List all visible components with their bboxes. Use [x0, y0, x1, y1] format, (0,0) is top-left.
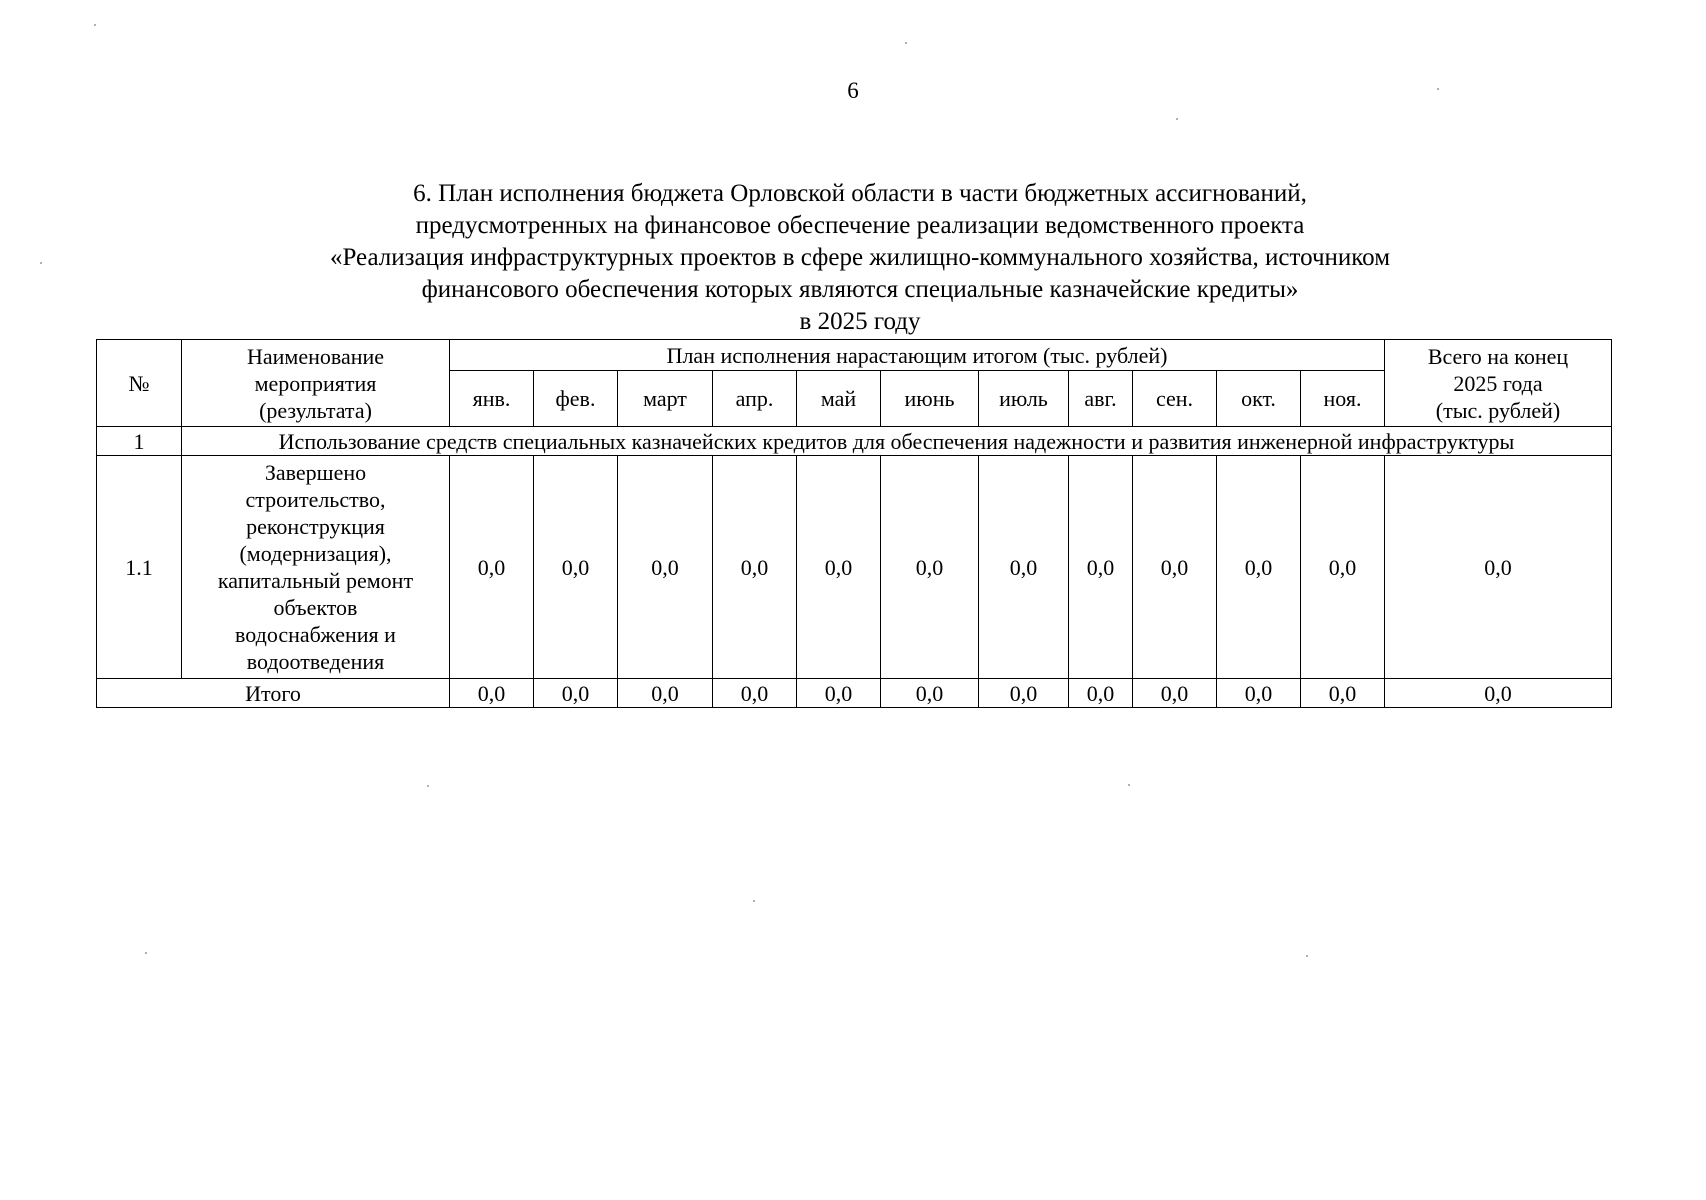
row-name-line: объектов — [273, 595, 358, 620]
month-header: янв. — [450, 371, 534, 427]
header-total-line: (тыс. рублей) — [1435, 397, 1561, 423]
month-header: авг. — [1069, 371, 1133, 427]
document-title — [140, 178, 1580, 338]
row-value: 0,0 — [713, 456, 797, 679]
row-value: 0,0 — [1301, 456, 1385, 679]
row-value: 0,0 — [1133, 456, 1217, 679]
header-name-line: мероприятия — [254, 370, 377, 396]
month-header: март — [618, 371, 713, 427]
title-line: 6. План исполнения бюджета Орловской области в части бюджетных ассигнований, — [413, 180, 1307, 207]
row-name-line: Завершено — [264, 460, 367, 485]
scan-speck — [427, 785, 429, 787]
scan-speck — [1128, 784, 1130, 786]
total-value: 0,0 — [881, 679, 979, 708]
month-header: ноя. — [1301, 371, 1385, 427]
total-value: 0,0 — [1069, 679, 1133, 708]
month-header: апр. — [713, 371, 797, 427]
section-num: 1 — [97, 427, 182, 456]
row-value: 0,0 — [618, 456, 713, 679]
month-header: май — [797, 371, 881, 427]
title-line: в 2025 году — [799, 308, 921, 335]
total-value: 0,0 — [1133, 679, 1217, 708]
row-value: 0,0 — [1217, 456, 1301, 679]
header-plan: План исполнения нарастающим итогом (тыс. рублей) — [450, 340, 1385, 371]
title-line: предусмотренных на финансовое обеспечение реализации ведомственного проекта — [415, 212, 1305, 239]
month-header: фев. — [534, 371, 618, 427]
total-grand: 0,0 — [1385, 679, 1612, 708]
total-value: 0,0 — [979, 679, 1069, 708]
total-label: Итого — [97, 679, 450, 708]
row-total: 0,0 — [1385, 456, 1612, 679]
scan-speck — [1437, 88, 1439, 90]
header-total-line: Всего на конец — [1427, 343, 1569, 369]
month-header: июль — [979, 371, 1069, 427]
month-header: окт. — [1217, 371, 1301, 427]
row-value: 0,0 — [979, 456, 1069, 679]
section-text: Использование средств специальных казначейских кредитов для обеспечения надежности и развития инженерной инфраструктуры — [182, 427, 1612, 456]
month-header: сен. — [1133, 371, 1217, 427]
row-name-line: реконструкция — [246, 514, 385, 539]
page-number: 6 — [847, 78, 859, 103]
header-name — [182, 340, 450, 427]
scan-speck — [1306, 955, 1308, 957]
row-name — [182, 456, 450, 679]
total-value: 0,0 — [1301, 679, 1385, 708]
row-num: 1.1 — [97, 456, 182, 679]
title-line: «Реализация инфраструктурных проектов в сфере жилищно-коммунального хозяйства, источником — [329, 244, 1391, 271]
total-value: 0,0 — [1217, 679, 1301, 708]
row-value: 0,0 — [450, 456, 534, 679]
row-name-line: капитальный ремонт — [217, 568, 414, 593]
row-value: 0,0 — [881, 456, 979, 679]
total-value: 0,0 — [797, 679, 881, 708]
header-row — [97, 340, 1612, 371]
total-value: 0,0 — [618, 679, 713, 708]
month-header: июнь — [881, 371, 979, 427]
title-line: финансового обеспечения которых являются специальные казначейские кредиты» — [421, 276, 1299, 303]
scan-speck — [1176, 118, 1178, 120]
row-name-line: водоотведения — [246, 649, 385, 674]
row-name-line: водоснабжения и — [235, 622, 396, 647]
scan-speck — [94, 24, 96, 26]
total-row — [97, 679, 1612, 708]
scan-speck — [905, 42, 907, 44]
row-name-line: (модернизация), — [239, 541, 392, 566]
header-total-line: 2025 года — [1453, 370, 1543, 396]
row-name-line: строительство, — [245, 487, 386, 512]
total-value: 0,0 — [450, 679, 534, 708]
row-value: 0,0 — [1069, 456, 1133, 679]
header-name-line: Наименование — [246, 343, 385, 369]
total-value: 0,0 — [713, 679, 797, 708]
budget-plan-table — [96, 339, 1612, 708]
section-row — [97, 427, 1612, 456]
header-total — [1385, 340, 1612, 427]
scan-speck — [145, 952, 147, 954]
table-row — [97, 456, 1612, 679]
scan-speck — [753, 900, 755, 902]
row-value: 0,0 — [534, 456, 618, 679]
header-name-line: (результата) — [259, 397, 372, 423]
scan-speck — [40, 262, 42, 264]
total-value: 0,0 — [534, 679, 618, 708]
header-num: № — [97, 340, 182, 427]
row-value: 0,0 — [797, 456, 881, 679]
